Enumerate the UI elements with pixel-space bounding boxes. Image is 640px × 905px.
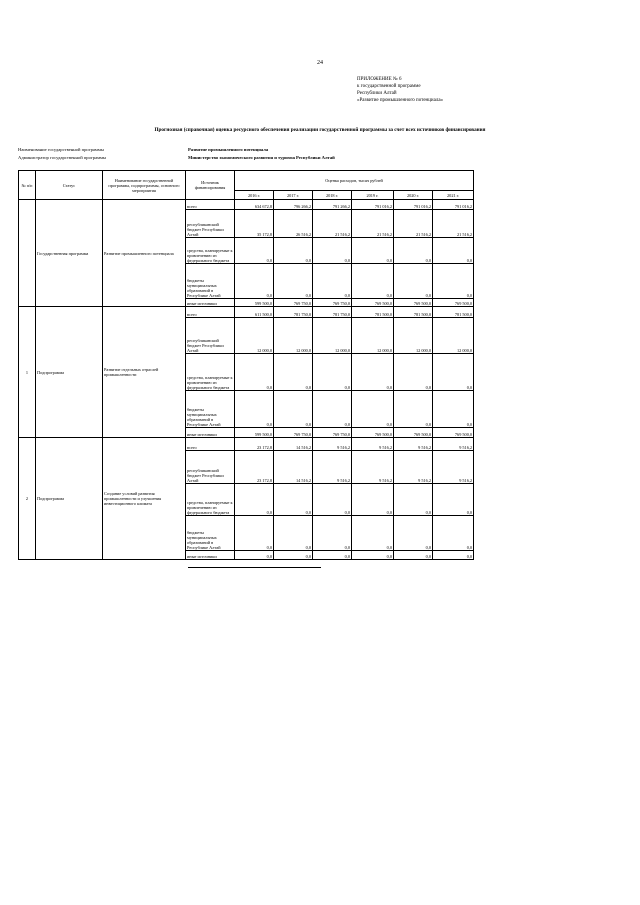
value-cell: 769 750,0 (313, 299, 352, 307)
appendix-line-3: Республики Алтай (357, 91, 397, 96)
value-cell: 12 000,0 (235, 318, 274, 354)
admin-label: Администратор государственной программы (18, 155, 107, 160)
value-cell: 9 516,2 (433, 451, 474, 484)
value-cell: 23 172,8 (235, 451, 274, 484)
source-republic: республиканский бюджет Республики Алтай (186, 451, 235, 484)
value-cell: 0,0 (235, 264, 274, 299)
value-cell: 9 516,2 (313, 438, 352, 451)
header-year: 2016 г. (235, 191, 274, 200)
value-cell: 9 516,2 (352, 451, 394, 484)
value-cell: 0,0 (274, 551, 313, 560)
value-cell: 599 500,0 (235, 299, 274, 307)
value-cell: 0,0 (274, 391, 313, 428)
source-federal: средства, планируемые к привлечению из федерального бюджета (186, 238, 235, 264)
value-cell: 23 172,8 (235, 438, 274, 451)
header-source: Источник финансирования (186, 171, 235, 200)
value-cell: 0,0 (352, 238, 394, 264)
value-cell: 0,0 (313, 354, 352, 391)
value-cell: 791 016,2 (433, 200, 474, 210)
source-total: всего (186, 438, 235, 451)
value-cell: 0,0 (352, 391, 394, 428)
value-cell: 0,0 (274, 484, 313, 516)
budget-body (19, 200, 474, 560)
value-cell: 0,0 (274, 516, 313, 551)
value-cell: 0,0 (235, 354, 274, 391)
value-cell: 0,0 (313, 264, 352, 299)
value-cell: 0,0 (352, 264, 394, 299)
value-cell: 0,0 (433, 238, 474, 264)
value-cell: 769 750,0 (274, 428, 313, 438)
row-name: Развитие отдельных отраслей промышленности (103, 307, 186, 438)
value-cell: 0,0 (235, 238, 274, 264)
source-municipal: бюджеты муниципальных образований в Республике Алтай (186, 516, 235, 551)
value-cell: 781 750,0 (274, 307, 313, 318)
value-cell: 0,0 (313, 551, 352, 560)
header-num: № п/п (19, 171, 36, 200)
header-year: 2018 г. (313, 191, 352, 200)
row-number: 1 (19, 307, 36, 438)
value-cell: 0,0 (313, 238, 352, 264)
value-cell: 21 516,2 (352, 210, 394, 238)
value-cell: 0,0 (394, 264, 433, 299)
appendix-line-2: к государственной программе (357, 84, 421, 89)
row-name: Развитие промышленного потенциала (103, 200, 186, 307)
value-cell: 9 516,2 (313, 451, 352, 484)
value-cell: 769 500,0 (433, 299, 474, 307)
table-row (19, 200, 474, 210)
value-cell: 791 016,2 (394, 200, 433, 210)
value-cell: 0,0 (433, 264, 474, 299)
value-cell: 0,0 (433, 551, 474, 560)
value-cell: 769 500,0 (433, 428, 474, 438)
value-cell: 769 500,0 (352, 428, 394, 438)
value-cell: 796 266,2 (274, 200, 313, 210)
value-cell: 781 500,0 (352, 307, 394, 318)
row-number (19, 200, 36, 307)
value-cell: 769 750,0 (313, 428, 352, 438)
source-total: всего (186, 307, 235, 318)
value-cell: 0,0 (235, 551, 274, 560)
value-cell: 0,0 (394, 238, 433, 264)
footer-rule (188, 567, 321, 568)
value-cell: 769 500,0 (352, 299, 394, 307)
value-cell: 12 000,0 (433, 318, 474, 354)
value-cell: 0,0 (313, 484, 352, 516)
meta-labels (18, 146, 106, 162)
value-cell: 0,0 (352, 551, 394, 560)
header-year: 2019 г. (352, 191, 394, 200)
value-cell: 0,0 (352, 516, 394, 551)
appendix-line-4: «Развитие промышленного потенциала» (357, 98, 444, 103)
value-cell: 9 516,2 (433, 438, 474, 451)
table-row (19, 438, 474, 451)
header-name: Наименование государственной программы, подпрограммы, основного мероприятия (103, 171, 186, 200)
value-cell: 0,0 (433, 354, 474, 391)
source-republic: республиканский бюджет Республики Алтай (186, 210, 235, 238)
row-number: 2 (19, 438, 36, 560)
source-other: иные источники (186, 428, 235, 438)
program-label: Наименование государственной программы (18, 147, 104, 152)
header-status: Статус (36, 171, 103, 200)
value-cell: 9 516,2 (394, 438, 433, 451)
page-number: 24 (317, 60, 323, 66)
value-cell: 781 750,0 (313, 307, 352, 318)
value-cell: 0,0 (394, 354, 433, 391)
document-title: Прогнозная (справочная) оценка ресурсного обеспечения реализации государственной программы за счет всех источников финансирования (154, 127, 486, 133)
value-cell: 781 500,0 (394, 307, 433, 318)
program-value: Развитие промышленного потенциала (188, 147, 269, 152)
value-cell: 769 500,0 (394, 428, 433, 438)
value-cell: 0,0 (235, 484, 274, 516)
source-republic: республиканский бюджет Республики Алтай (186, 318, 235, 354)
value-cell: 634 672,8 (235, 200, 274, 210)
appendix-note (357, 76, 443, 104)
value-cell: 769 750,0 (274, 299, 313, 307)
value-cell: 0,0 (433, 484, 474, 516)
budget-table (18, 170, 474, 560)
row-status: Государственная программа (36, 200, 103, 307)
table-row (19, 307, 474, 318)
value-cell: 0,0 (433, 516, 474, 551)
value-cell: 0,0 (394, 391, 433, 428)
source-other: иные источники (186, 551, 235, 560)
value-cell: 781 500,0 (433, 307, 474, 318)
source-other: иные источники (186, 299, 235, 307)
value-cell: 14 516,2 (274, 451, 313, 484)
row-status: Подпрограмма (36, 307, 103, 438)
source-municipal: бюджеты муниципальных образований в Республике Алтай (186, 264, 235, 299)
row-status: Подпрограмма (36, 438, 103, 560)
value-cell: 21 516,2 (313, 210, 352, 238)
value-cell: 12 000,0 (313, 318, 352, 354)
source-municipal: бюджеты муниципальных образований в Республике Алтай (186, 391, 235, 428)
source-total: всего (186, 200, 235, 210)
source-federal: средства, планируемые к привлечению из федерального бюджета (186, 484, 235, 516)
header-year: 2017 г. (274, 191, 313, 200)
value-cell: 21 516,2 (433, 210, 474, 238)
value-cell: 12 000,0 (274, 318, 313, 354)
value-cell: 26 516,2 (274, 210, 313, 238)
value-cell: 0,0 (274, 238, 313, 264)
value-cell: 0,0 (235, 516, 274, 551)
appendix-line-1: ПРИЛОЖЕНИЕ № 6 (357, 77, 402, 82)
value-cell: 21 516,2 (394, 210, 433, 238)
header-estimate: Оценка расходов, тысяч рублей (235, 171, 474, 191)
source-federal: средства, планируемые к привлечению из федерального бюджета (186, 354, 235, 391)
value-cell: 9 516,2 (394, 451, 433, 484)
header-year: 2020 г. (394, 191, 433, 200)
value-cell: 12 000,0 (394, 318, 433, 354)
value-cell: 769 500,0 (394, 299, 433, 307)
value-cell: 0,0 (313, 516, 352, 551)
admin-value: Министерство экономического развития и туризма Республики Алтай (188, 155, 335, 160)
value-cell: 0,0 (352, 354, 394, 391)
value-cell: 0,0 (274, 264, 313, 299)
value-cell: 0,0 (313, 391, 352, 428)
value-cell: 0,0 (394, 551, 433, 560)
value-cell: 35 172,8 (235, 210, 274, 238)
value-cell: 0,0 (352, 484, 394, 516)
value-cell: 12 000,0 (352, 318, 394, 354)
value-cell: 0,0 (394, 516, 433, 551)
value-cell: 0,0 (235, 391, 274, 428)
value-cell: 611 500,0 (235, 307, 274, 318)
meta-values (188, 146, 335, 162)
value-cell: 791 266,2 (313, 200, 352, 210)
value-cell: 9 516,2 (352, 438, 394, 451)
header-year: 2021 г. (433, 191, 474, 200)
value-cell: 0,0 (433, 391, 474, 428)
value-cell: 599 500,0 (235, 428, 274, 438)
row-name: Создание условий развития промышленности и улучшения инвестиционного климата (103, 438, 186, 560)
value-cell: 0,0 (274, 354, 313, 391)
value-cell: 791 016,2 (352, 200, 394, 210)
value-cell: 0,0 (394, 484, 433, 516)
value-cell: 14 516,2 (274, 438, 313, 451)
